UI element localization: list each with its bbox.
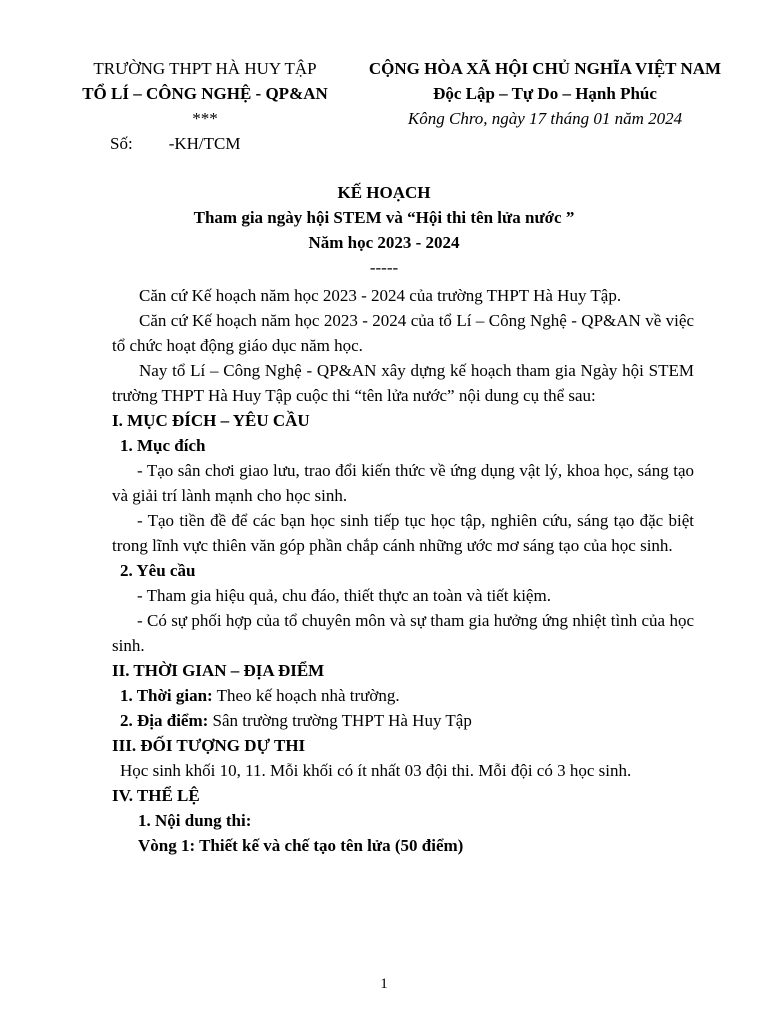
- location-line: [112, 708, 694, 733]
- title-divider: -----: [369, 258, 399, 277]
- section-3-heading: III. ĐỐI TƯỢNG DỰ THI: [112, 736, 306, 755]
- school-year: Năm học 2023 - 2024: [308, 233, 460, 252]
- location-value: Sân trường trường THPT Hà Huy Tập: [208, 711, 472, 730]
- section-4-heading: IV. THỂ LỆ: [112, 786, 200, 805]
- basis-paragraph-1: Căn cứ Kế hoạch năm học 2023 - 2024 của trường THPT Hà Huy Tập.: [139, 286, 622, 305]
- section-1-heading: I. MỤC ĐÍCH – YÊU CẦU: [112, 411, 310, 430]
- header-right: [350, 56, 740, 131]
- header-left: [70, 56, 340, 156]
- purpose-item-2: - Tạo tiền đề để các bạn học sinh tiếp tục học tập, nghiên cứu, sáng tạo đặc biệt trong lĩnh vực thiên văn góp phần chắp cánh những ước mơ sáng tạo của học sinh.: [112, 511, 694, 555]
- requirement-item-1: - Tham gia hiệu quả, chu đáo, thiết thực an toàn và tiết kiệm.: [137, 586, 551, 605]
- national-motto: Độc Lập – Tự Do – Hạnh Phúc: [433, 84, 657, 103]
- section-4-1-heading: 1. Nội dung thi:: [138, 811, 252, 830]
- time-label: 1. Thời gian:: [120, 686, 213, 705]
- department-name: TỔ LÍ – CÔNG NGHỆ - QP&AN: [82, 84, 328, 103]
- section-2-heading: II. THỜI GIAN – ĐỊA ĐIỂM: [112, 661, 325, 680]
- time-value: Theo kế hoạch nhà trường.: [212, 686, 400, 705]
- place-date: Kông Chro, ngày 17 tháng 01 năm 2024: [407, 109, 683, 128]
- document-body: [112, 283, 694, 858]
- basis-paragraph-2: Căn cứ Kế hoạch năm học 2023 - 2024 của tổ Lí – Công Nghệ - QP&AN về việc tổ chức hoạt động giáo dục năm học.: [112, 311, 694, 355]
- round-1-heading: Vòng 1: Thiết kế và chế tạo tên lửa (50 điểm): [138, 836, 464, 855]
- section-1-2-heading: 2. Yêu cầu: [120, 561, 196, 580]
- document-subtitle: Tham gia ngày hội STEM và “Hội thi tên lửa nước ”: [193, 208, 575, 227]
- document-title: KẾ HOẠCH: [337, 183, 431, 202]
- participants-text: Học sinh khối 10, 11. Mỗi khối có ít nhất 03 đội thi. Mỗi đội có 3 học sinh.: [120, 761, 632, 780]
- school-name: TRƯỜNG THPT HÀ HUY TẬP: [93, 59, 317, 78]
- purpose-item-1: - Tạo sân chơi giao lưu, trao đổi kiến thức về ứng dụng vật lý, khoa học, sáng tạo và giải trí lành mạnh cho học sinh.: [112, 461, 694, 505]
- requirement-item-2: - Có sự phối hợp của tổ chuyên môn và sự tham gia hưởng ứng nhiệt tình của học sinh.: [112, 611, 694, 655]
- time-line: [112, 683, 694, 708]
- section-1-1-heading: 1. Mục đích: [120, 436, 206, 455]
- document-title-block: [0, 180, 768, 280]
- header-stars: ***: [192, 109, 218, 128]
- page-number: 1: [380, 976, 388, 992]
- location-label: 2. Địa điểm:: [120, 711, 209, 730]
- so-label: Số:: [110, 134, 133, 153]
- national-title: CỘNG HÒA XÃ HỘI CHỦ NGHĨA VIỆT NAM: [368, 59, 722, 78]
- document-number: [70, 131, 340, 156]
- so-value: -KH/TCM: [168, 134, 241, 153]
- intro-paragraph: Nay tổ Lí – Công Nghệ - QP&AN xây dựng kế hoạch tham gia Ngày hội STEM trường THPT Hà Huy Tập cuộc thi “tên lửa nước” nội dung cụ thể sau:: [112, 361, 694, 405]
